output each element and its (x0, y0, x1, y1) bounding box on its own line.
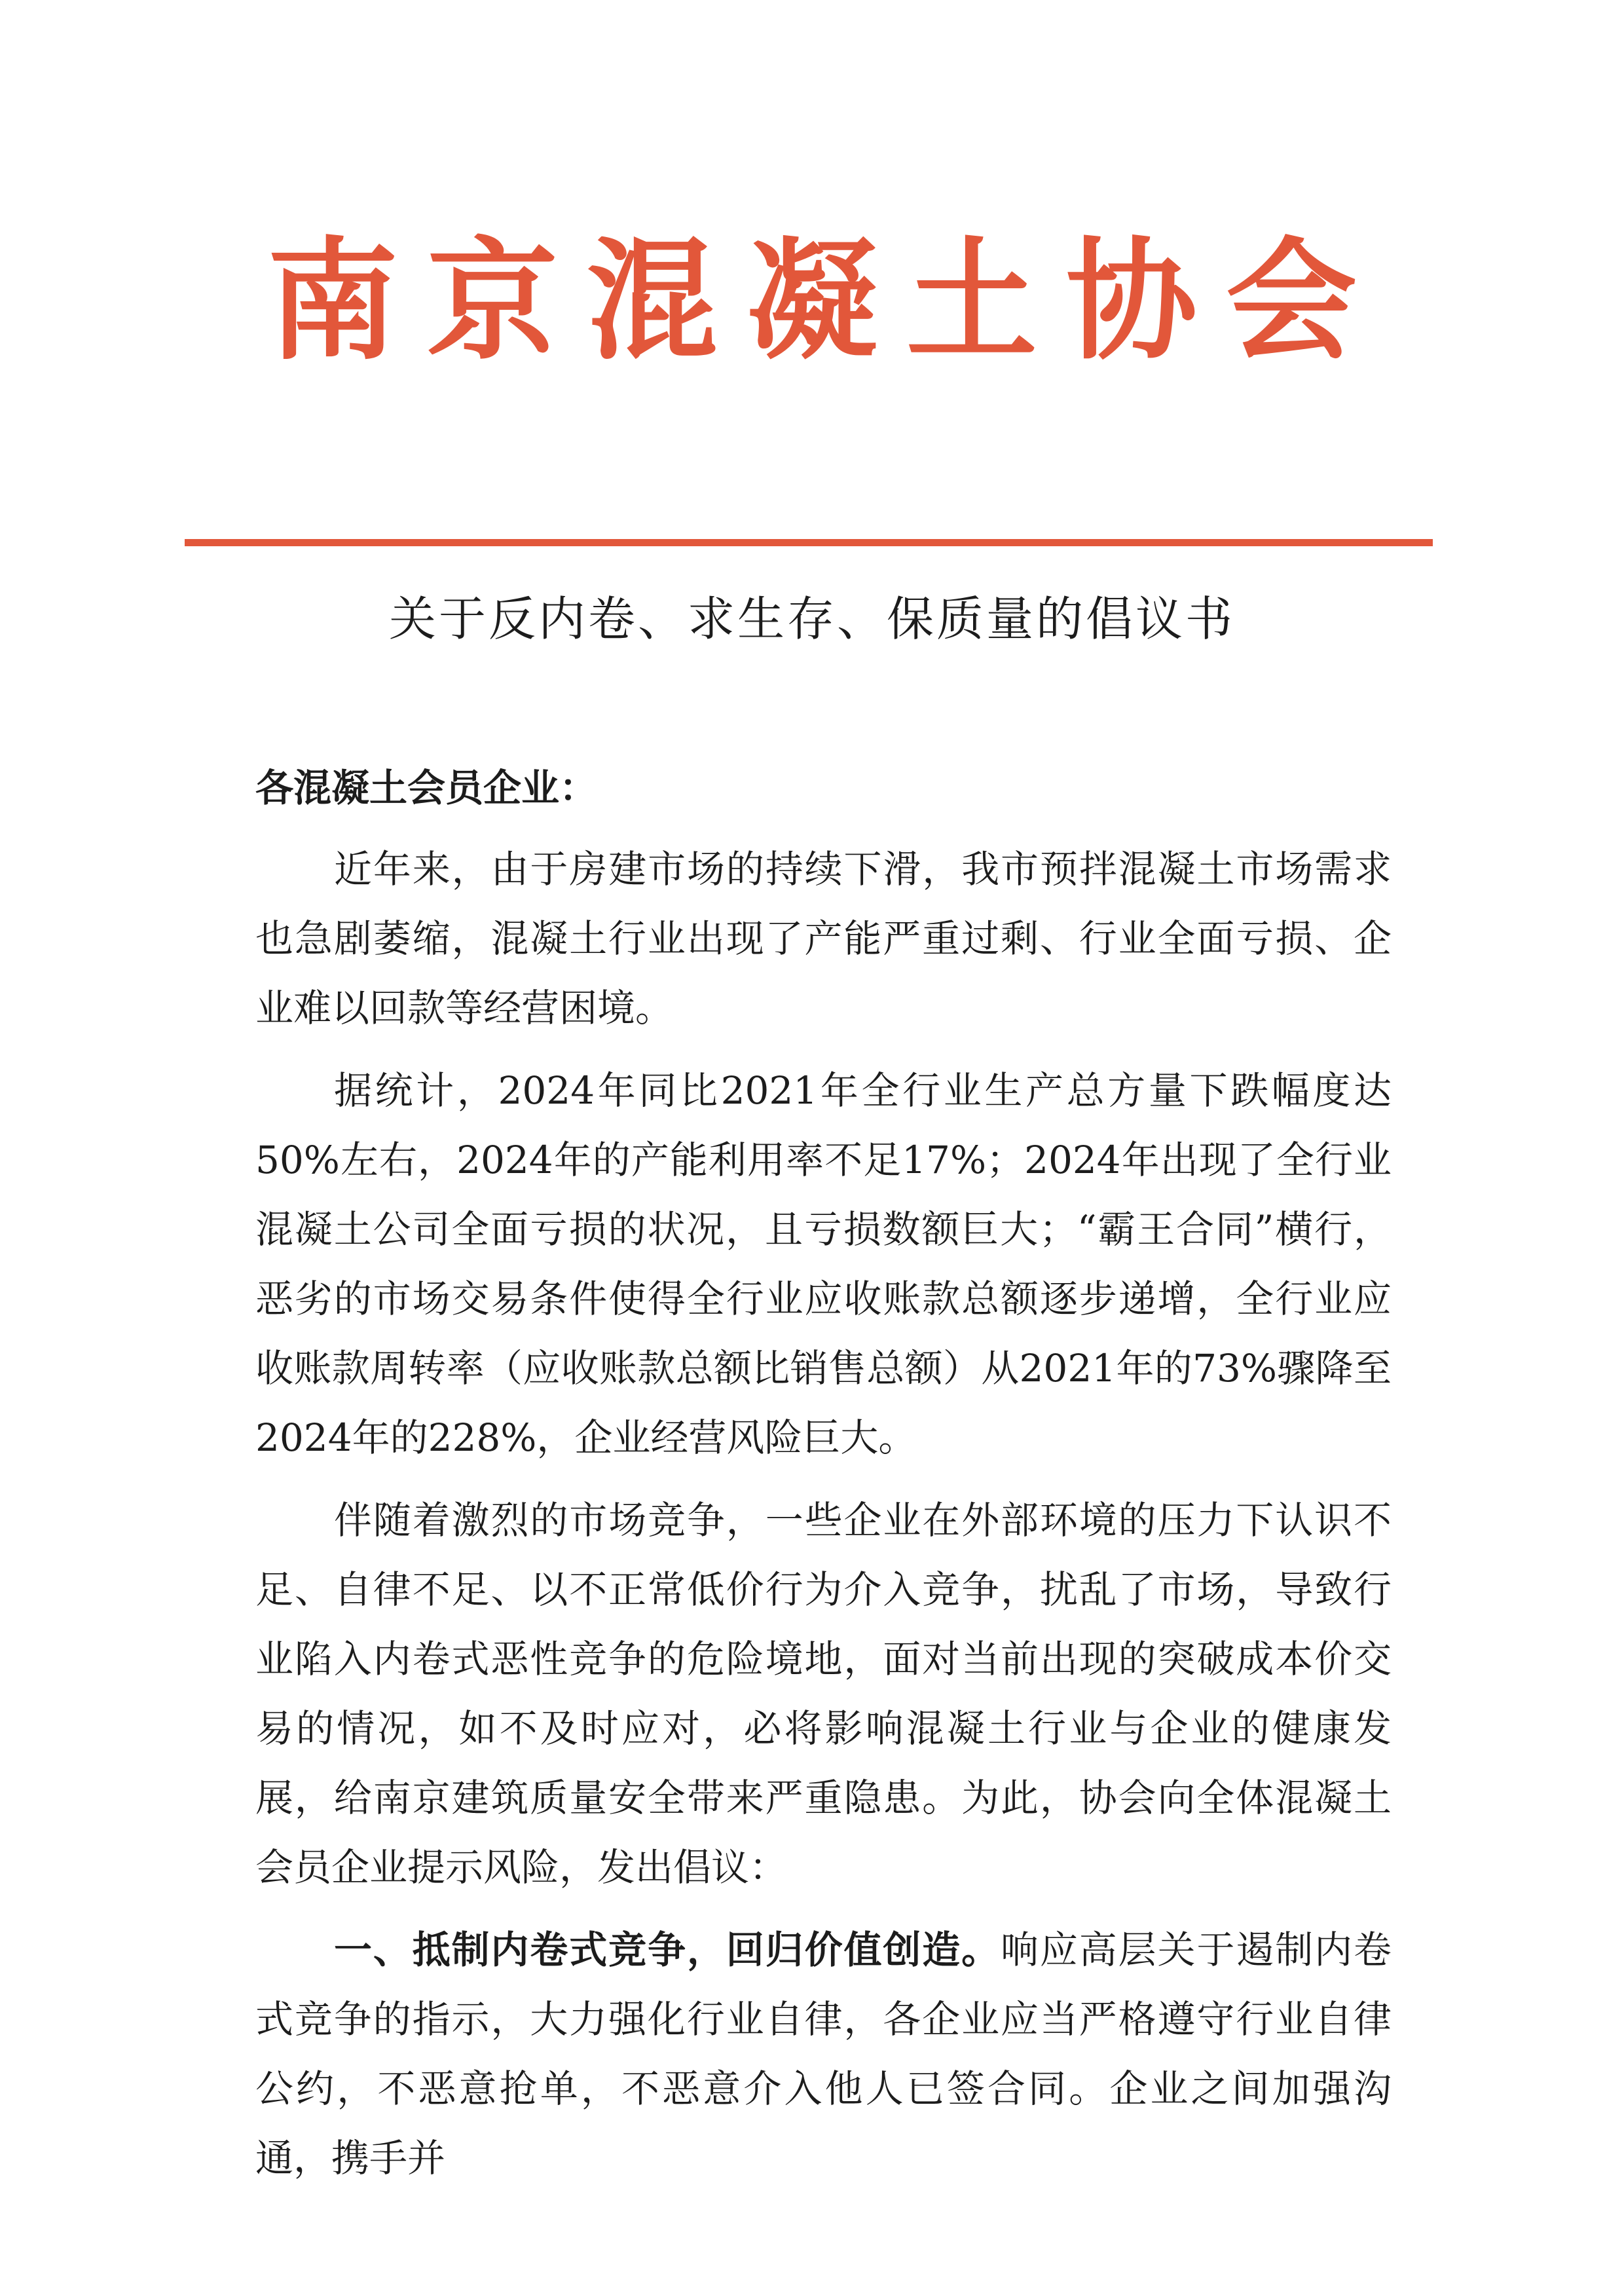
salutation: 各混凝土会员企业： (255, 766, 598, 810)
document-body (255, 753, 1392, 2206)
paragraph-background: 近年来，由于房建市场的持续下滑，我市预拌混凝土市场需求也急剧萎缩，混凝土行业出现了产能严重过剩、行业全面亏损、企业难以回款等经营困境。 (255, 847, 1392, 1030)
letterhead-divider (185, 539, 1433, 546)
proposal-1-heading: 一、抵制内卷式竞争，回归价值创造。 (334, 1928, 1001, 1972)
letterhead-organization: 南京混凝土协会 (267, 224, 1386, 378)
paragraph-statistics: 据统计，2024年同比2021年全行业生产总方量下跌幅度达50%左右，2024年的产能利用率不足17%；2024年出现了全行业混凝土公司全面亏损的状况，且亏损数额巨大；“霸王合同”横行，恶劣的市场交易条件使得全行业应收账款总额逐步递增，全行业应收账款周转率（应收账款总额比销售总额）从2021年的73%骤降至2024年的228%，企业经营风险巨大。 (255, 1068, 1392, 1460)
document-title: 关于反内卷、求生存、保质量的倡议书 (388, 591, 1235, 646)
proposal-1-text: 响应高层关于遏制内卷式竞争的指示，大力强化行业自律，各企业应当严格遵守行业自律公约，不恶意抢单，不恶意介入他人已签合同。企业之间加强沟通，携手并 (255, 1928, 1392, 2180)
paragraph-competition: 伴随着激烈的市场竞争，一些企业在外部环境的压力下认识不足、自律不足、以不正常低价行为介入竞争，扰乱了市场，导致行业陷入内卷式恶性竞争的危险境地，面对当前出现的突破成本价交易的情况，如不及时应对，必将影响混凝土行业与企业的健康发展，给南京建筑质量安全带来严重隐患。为此，协会向全体混凝土会员企业提示风险，发出倡议： (255, 1498, 1392, 1890)
paragraph-proposal-1 (255, 1915, 1392, 2193)
